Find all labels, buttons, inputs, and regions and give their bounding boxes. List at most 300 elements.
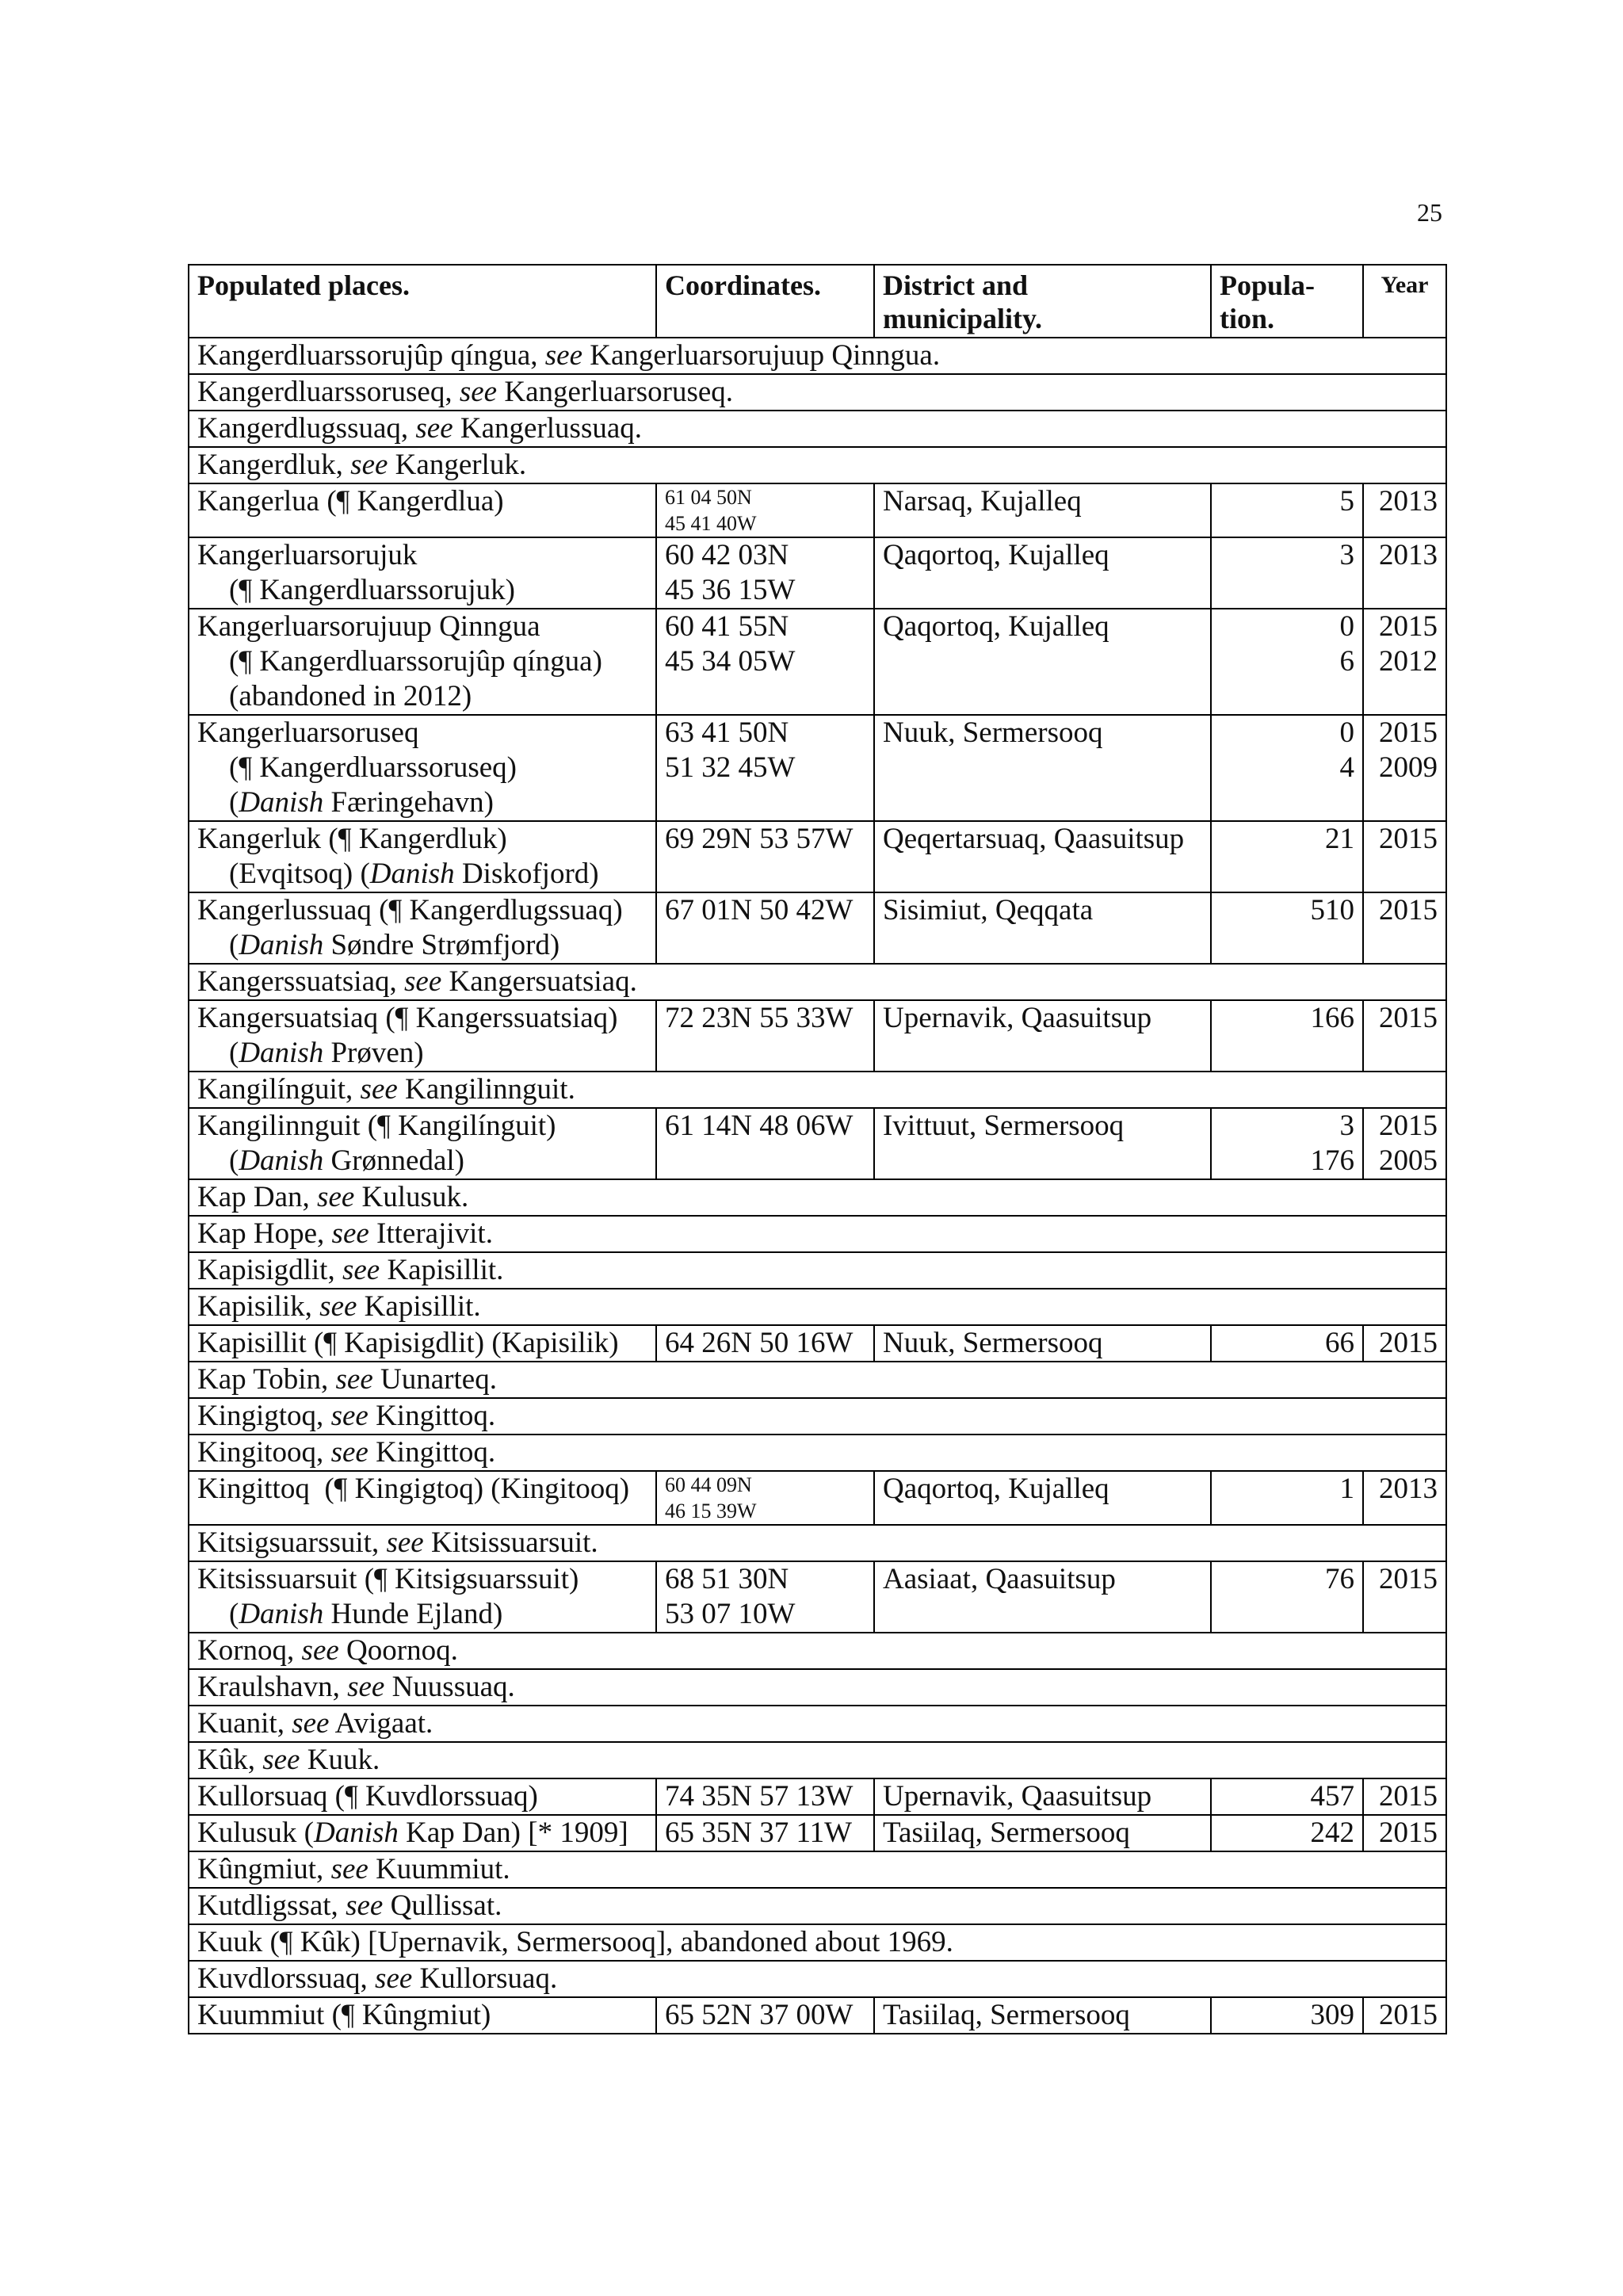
table-row xyxy=(189,821,1446,892)
see-word: see xyxy=(544,339,583,372)
xref-target: Qoornoq. xyxy=(338,1634,458,1667)
xref-name: Kutdligssat, xyxy=(197,1889,346,1922)
note-text: Kuuk (¶ Kûk) [Upernavik, Sermersooq], abandoned about 1969. xyxy=(197,1926,953,1958)
place-cell xyxy=(189,1000,656,1072)
coordinates-cell xyxy=(656,892,874,964)
xref-target: Qullissat. xyxy=(383,1889,502,1922)
header-district-l2: municipality. xyxy=(883,303,1043,334)
xref-name: Kangerdlugssuaq, xyxy=(197,412,416,445)
population-cell xyxy=(1211,483,1363,537)
xref-target: Kulusuk. xyxy=(354,1181,469,1213)
year-value: 2012 xyxy=(1379,645,1438,678)
coordinates-value: 65 35N 37 11W xyxy=(665,1817,853,1849)
district-cell xyxy=(874,1000,1211,1072)
district-cell xyxy=(874,537,1211,609)
population-cell xyxy=(1211,1997,1363,2034)
cross-reference xyxy=(189,411,1446,447)
year-cell xyxy=(1363,1815,1446,1851)
year-cell xyxy=(1363,1000,1446,1072)
cross-reference xyxy=(189,1362,1446,1398)
table-row xyxy=(189,715,1446,821)
place-cell xyxy=(189,1778,656,1815)
population-cell xyxy=(1211,1000,1363,1072)
xref-name: Kûngmiut, xyxy=(197,1853,331,1885)
see-word: see xyxy=(330,1436,369,1469)
xref-target: Kangerluarsorujuup Qinngua. xyxy=(582,339,941,372)
coordinates-cell xyxy=(656,821,874,892)
xref-name: Kingigtoq, xyxy=(197,1400,331,1432)
coord-lon: 51 32 45W xyxy=(665,751,796,784)
see-word: see xyxy=(415,412,453,445)
district-name: Nuuk, Sermersooq xyxy=(883,1327,1103,1359)
danish-name: Hunde Ejland) xyxy=(323,1598,503,1630)
cross-reference xyxy=(189,1252,1446,1289)
place-danish-name: (Danish Prøven) xyxy=(229,1037,424,1069)
header-place-text: Populated places. xyxy=(197,269,411,301)
xref-name: Kornoq, xyxy=(197,1634,302,1667)
xref-name: Kapisigdlit, xyxy=(197,1254,342,1286)
xref-target: Kangilinnguit. xyxy=(397,1073,575,1106)
xref-name: Kingitooq, xyxy=(197,1436,331,1469)
district-name: Qaqortoq, Kujalleq xyxy=(883,539,1109,571)
coordinates-cell xyxy=(656,483,874,537)
table-row xyxy=(189,1815,1446,1851)
place-name: Kangerluarsorujuup Qinngua xyxy=(197,610,540,643)
coordinates-cell xyxy=(656,537,874,609)
place-cell xyxy=(189,892,656,964)
coordinates-cell xyxy=(656,609,874,715)
xref-name: Kangerdluk, xyxy=(197,449,351,481)
xref-target: Nuussuaq. xyxy=(384,1671,515,1703)
place-name: Kullorsuaq (¶ Kuvdlorssuaq) xyxy=(197,1780,538,1813)
xref-name: Kuanit, xyxy=(197,1707,292,1740)
xref-target: Kapisillit. xyxy=(357,1290,481,1323)
coordinates-value: 74 35N 57 13W xyxy=(665,1780,854,1813)
year-cell xyxy=(1363,1778,1446,1815)
population-value: 6 xyxy=(1339,645,1354,678)
district-name: Qeqertarsuaq, Qaasuitsup xyxy=(883,823,1185,855)
district-name: Qaqortoq, Kujalleq xyxy=(883,610,1109,643)
table-row xyxy=(189,537,1446,609)
population-value: 242 xyxy=(1310,1817,1354,1849)
place-cell xyxy=(189,1561,656,1633)
population-value: 5 xyxy=(1339,485,1354,518)
cross-reference xyxy=(189,1435,1446,1471)
xref-target: Uunarteq. xyxy=(372,1363,497,1396)
district-cell xyxy=(874,483,1211,537)
header-pop-l1: Popula- xyxy=(1220,269,1316,301)
population-cell xyxy=(1211,1108,1363,1179)
population-value: 3 xyxy=(1339,539,1354,571)
coord-lat: 60 41 55N xyxy=(665,610,789,643)
header-coords-text: Coordinates. xyxy=(665,269,821,301)
coordinates-cell xyxy=(656,1471,874,1525)
place-name: Kuummiut (¶ Kûngmiut) xyxy=(197,1999,491,2031)
xref-name: Kangerssuatsiaq, xyxy=(197,965,404,998)
population-value: 21 xyxy=(1325,823,1354,855)
coordinates-cell xyxy=(656,1000,874,1072)
table-row xyxy=(189,1252,1446,1289)
population-cell xyxy=(1211,1815,1363,1851)
coordinates-value: 67 01N 50 42W xyxy=(665,894,854,926)
place-cell xyxy=(189,609,656,715)
district-cell xyxy=(874,1561,1211,1633)
cross-reference xyxy=(189,1888,1446,1924)
population-value: 66 xyxy=(1325,1327,1354,1359)
place-danish-name: (Danish Søndre Strømfjord) xyxy=(229,929,560,961)
xref-target: Itterajivit. xyxy=(369,1217,493,1250)
place-cell xyxy=(189,483,656,537)
year-value: 2009 xyxy=(1379,751,1438,784)
alt-name: (Evqitsoq) ( xyxy=(229,858,370,890)
coord-lat: 60 44 09N xyxy=(665,1473,752,1496)
coord-lat: 60 42 03N xyxy=(665,539,789,571)
year-value: 2015 xyxy=(1379,1563,1438,1595)
cross-reference xyxy=(189,374,1446,411)
population-value: 4 xyxy=(1339,751,1354,784)
danish-word: Danish xyxy=(369,858,455,890)
district-cell xyxy=(874,1108,1211,1179)
table-row xyxy=(189,609,1446,715)
place-name: Kangerluarsorujuk xyxy=(197,539,418,571)
district-name: Qaqortoq, Kujalleq xyxy=(883,1473,1109,1505)
population-value: 457 xyxy=(1310,1780,1354,1813)
coordinates-cell xyxy=(656,1325,874,1362)
header-pop-l2: tion. xyxy=(1220,303,1275,334)
table-row xyxy=(189,1706,1446,1742)
district-name: Upernavik, Qaasuitsup xyxy=(883,1002,1152,1034)
place-danish-name: (Danish Hunde Ejland) xyxy=(229,1598,503,1630)
table-row xyxy=(189,1072,1446,1108)
see-word: see xyxy=(375,1962,413,1995)
population-value: 309 xyxy=(1310,1999,1354,2031)
xref-name: Kitsigsuarssuit, xyxy=(197,1526,387,1559)
population-value: 0 xyxy=(1339,610,1354,643)
district-name: Tasiilaq, Sermersooq xyxy=(883,1817,1130,1849)
table-row xyxy=(189,338,1446,374)
cross-reference xyxy=(189,1179,1446,1216)
district-name: Sisimiut, Qeqqata xyxy=(883,894,1094,926)
coord-lon: 45 36 15W xyxy=(665,574,796,606)
coordinates-value: 72 23N 55 33W xyxy=(665,1002,854,1034)
gazetteer-table xyxy=(188,264,1447,2034)
place-alt-name: (¶ Kangerdluarssorujûp qíngua) xyxy=(229,645,602,678)
year-value: 2005 xyxy=(1379,1144,1438,1177)
table-row xyxy=(189,374,1446,411)
year-value: 2015 xyxy=(1379,716,1438,749)
population-cell xyxy=(1211,715,1363,821)
year-value: 2015 xyxy=(1379,1817,1438,1849)
xref-name: Kraulshavn, xyxy=(197,1671,348,1703)
district-cell xyxy=(874,1778,1211,1815)
year-value: 2015 xyxy=(1379,1999,1438,2031)
district-cell xyxy=(874,1815,1211,1851)
danish-name: Søndre Strømfjord) xyxy=(323,929,560,961)
place-cell xyxy=(189,537,656,609)
coordinates-cell xyxy=(656,1997,874,2034)
cross-reference xyxy=(189,1398,1446,1435)
population-cell xyxy=(1211,1471,1363,1525)
xref-name: Kuvdlorssuaq, xyxy=(197,1962,376,1995)
xref-target: Kangerlussuaq. xyxy=(453,412,643,445)
header-year xyxy=(1363,265,1446,338)
year-cell xyxy=(1363,1325,1446,1362)
danish-word: Danish xyxy=(239,1598,324,1630)
coordinates-cell xyxy=(656,1778,874,1815)
xref-target: Avigaat. xyxy=(329,1707,433,1740)
year-cell xyxy=(1363,1471,1446,1525)
cross-reference xyxy=(189,1706,1446,1742)
cross-reference xyxy=(189,1216,1446,1252)
cross-reference xyxy=(189,1633,1446,1669)
population-cell xyxy=(1211,609,1363,715)
xref-target: Kitsissuarsuit. xyxy=(423,1526,598,1559)
see-word: see xyxy=(404,965,442,998)
coordinates-cell xyxy=(656,1561,874,1633)
danish-word: Danish xyxy=(239,929,324,961)
coord-lon: 46 15 39W xyxy=(665,1499,757,1522)
xref-target: Kullorsuaq. xyxy=(412,1962,558,1995)
population-cell xyxy=(1211,821,1363,892)
district-cell xyxy=(874,1471,1211,1525)
danish-word: Danish xyxy=(313,1817,399,1849)
see-word: see xyxy=(319,1290,357,1323)
cross-reference xyxy=(189,1961,1446,1997)
see-word: see xyxy=(350,449,388,481)
coord-lat: 61 04 50N xyxy=(665,486,752,509)
population-cell xyxy=(1211,1561,1363,1633)
year-cell xyxy=(1363,483,1446,537)
table-row xyxy=(189,1561,1446,1633)
table-row xyxy=(189,1216,1446,1252)
xref-name: Kapisilik, xyxy=(197,1290,320,1323)
table-row xyxy=(189,1742,1446,1778)
see-word: see xyxy=(360,1073,398,1106)
table-row xyxy=(189,1669,1446,1706)
district-cell xyxy=(874,715,1211,821)
place-cell xyxy=(189,715,656,821)
coord-lat: 68 51 30N xyxy=(665,1563,789,1595)
table-row xyxy=(189,1961,1446,1997)
danish-word: Danish xyxy=(239,786,324,819)
population-cell xyxy=(1211,1325,1363,1362)
district-name: Upernavik, Qaasuitsup xyxy=(883,1780,1152,1813)
coord-lon: 53 07 10W xyxy=(665,1598,796,1630)
table-row xyxy=(189,1179,1446,1216)
see-word: see xyxy=(301,1634,339,1667)
population-value: 510 xyxy=(1310,894,1354,926)
district-name: Nuuk, Sermersooq xyxy=(883,716,1103,749)
year-cell xyxy=(1363,609,1446,715)
see-word: see xyxy=(262,1744,300,1776)
district-cell xyxy=(874,609,1211,715)
xref-name: Kangilínguit, xyxy=(197,1073,361,1106)
table-row xyxy=(189,1108,1446,1179)
coord-lon: 45 34 05W xyxy=(665,645,796,678)
year-cell xyxy=(1363,892,1446,964)
header-populated-places xyxy=(189,265,656,338)
population-cell xyxy=(1211,892,1363,964)
population-cell xyxy=(1211,537,1363,609)
xref-target: Kingittoq. xyxy=(368,1436,496,1469)
place-name: Kangerluarsoruseq xyxy=(197,716,419,749)
see-word: see xyxy=(386,1526,424,1559)
danish-name: Prøven) xyxy=(323,1037,424,1069)
place-cell xyxy=(189,821,656,892)
cross-reference xyxy=(189,1669,1446,1706)
see-word: see xyxy=(330,1853,369,1885)
danish-name: Diskofjord) xyxy=(454,858,599,890)
cross-reference xyxy=(189,964,1446,1000)
danish-name: Grønnedal) xyxy=(323,1144,464,1177)
coord-lon: 45 41 40W xyxy=(665,512,757,535)
page-number: 25 xyxy=(1417,198,1442,227)
year-value: 2015 xyxy=(1379,610,1438,643)
danish-word: Danish xyxy=(239,1037,324,1069)
table-row xyxy=(189,1289,1446,1325)
table-row xyxy=(189,1471,1446,1525)
see-word: see xyxy=(459,376,498,408)
xref-name: Kap Dan, xyxy=(197,1181,318,1213)
year-value: 2015 xyxy=(1379,1780,1438,1813)
coordinates-value: 69 29N 53 57W xyxy=(665,823,854,855)
year-cell xyxy=(1363,1108,1446,1179)
place-name: Kulusuk ( xyxy=(197,1817,314,1849)
coordinates-value: 65 52N 37 00W xyxy=(665,1999,854,2031)
see-word: see xyxy=(331,1217,369,1250)
cross-reference xyxy=(189,1851,1446,1888)
population-value: 76 xyxy=(1325,1563,1354,1595)
xref-name: Kangerdluarssorujûp qíngua, xyxy=(197,339,545,372)
table-row xyxy=(189,483,1446,537)
header-population xyxy=(1211,265,1363,338)
xref-target: Kingittoq. xyxy=(368,1400,496,1432)
place-alt-name: (¶ Kangerdluarssoruseq) xyxy=(229,751,517,784)
district-name: Narsaq, Kujalleq xyxy=(883,485,1082,518)
xref-target: Kangersuatsiaq. xyxy=(441,965,637,998)
population-value: 0 xyxy=(1339,716,1354,749)
cross-reference xyxy=(189,1072,1446,1108)
see-word: see xyxy=(346,1889,384,1922)
district-name: Tasiilaq, Sermersooq xyxy=(883,1999,1130,2031)
district-cell xyxy=(874,1325,1211,1362)
see-word: see xyxy=(347,1671,385,1703)
place-cell xyxy=(189,1325,656,1362)
place-alt-name xyxy=(197,857,647,892)
year-cell xyxy=(1363,821,1446,892)
table-row xyxy=(189,1435,1446,1471)
place-danish-name: (Danish Grønnedal) xyxy=(229,1144,464,1177)
table-row xyxy=(189,1924,1446,1961)
table-row xyxy=(189,1000,1446,1072)
year-value: 2013 xyxy=(1379,485,1438,518)
table-row xyxy=(189,1325,1446,1362)
xref-target: Kangerluarsoruseq. xyxy=(497,376,734,408)
year-value: 2015 xyxy=(1379,1002,1438,1034)
population-cell xyxy=(1211,1778,1363,1815)
table-row xyxy=(189,964,1446,1000)
header-year-text: Year xyxy=(1381,272,1429,298)
year-value: 2013 xyxy=(1379,1473,1438,1505)
danish-name: Kap Dan) [* 1909] xyxy=(398,1817,628,1849)
year-cell xyxy=(1363,1561,1446,1633)
see-word: see xyxy=(330,1400,369,1432)
coordinates-cell xyxy=(656,715,874,821)
population-value: 3 xyxy=(1339,1110,1354,1142)
year-cell xyxy=(1363,715,1446,821)
cross-reference xyxy=(189,1525,1446,1561)
coordinates-value: 64 26N 50 16W xyxy=(665,1327,854,1359)
xref-name: Kap Tobin, xyxy=(197,1363,336,1396)
cross-reference xyxy=(189,338,1446,374)
district-cell xyxy=(874,821,1211,892)
place-name: Kangerluk (¶ Kangerdluk) xyxy=(197,823,507,855)
table-row xyxy=(189,1997,1446,2034)
district-name: Ivittuut, Sermersooq xyxy=(883,1110,1125,1142)
place-note: (abandoned in 2012) xyxy=(229,680,472,712)
year-cell xyxy=(1363,1997,1446,2034)
year-value: 2013 xyxy=(1379,539,1438,571)
xref-name: Kap Hope, xyxy=(197,1217,332,1250)
coordinates-value: 61 14N 48 06W xyxy=(665,1110,854,1142)
population-value: 176 xyxy=(1310,1144,1354,1177)
table-row xyxy=(189,1851,1446,1888)
place-cell xyxy=(189,1997,656,2034)
xref-name: Kangerdluarssoruseq, xyxy=(197,376,460,408)
place-name: Kapisillit (¶ Kapisigdlit) (Kapisilik) xyxy=(197,1327,619,1359)
district-cell xyxy=(874,1997,1211,2034)
district-name: Aasiaat, Qaasuitsup xyxy=(883,1563,1116,1595)
year-value: 2015 xyxy=(1379,1110,1438,1142)
year-value: 2015 xyxy=(1379,823,1438,855)
place-name: Kangerlua (¶ Kangerdlua) xyxy=(197,485,504,518)
xref-target: Kuuk. xyxy=(300,1744,380,1776)
table-row xyxy=(189,1633,1446,1669)
place-danish-name: (Danish Færingehavn) xyxy=(229,786,495,819)
header-district-l1: District and xyxy=(883,269,1028,301)
xref-target: Kuummiut. xyxy=(368,1853,510,1885)
xref-name: Kûk, xyxy=(197,1744,263,1776)
xref-target: Kangerluk. xyxy=(388,449,527,481)
see-word: see xyxy=(317,1181,355,1213)
cross-reference xyxy=(189,1742,1446,1778)
place-alt-name: (¶ Kangerdluarssorujuk) xyxy=(229,574,515,606)
table-row xyxy=(189,1398,1446,1435)
see-word: see xyxy=(292,1707,330,1740)
population-value: 1 xyxy=(1339,1473,1354,1505)
table-row xyxy=(189,447,1446,483)
coord-lat: 63 41 50N xyxy=(665,716,789,749)
table-row xyxy=(189,1888,1446,1924)
table-row xyxy=(189,892,1446,964)
table-row xyxy=(189,1362,1446,1398)
header-coordinates xyxy=(656,265,874,338)
place-name: Kangerlussuaq (¶ Kangerdlugssuaq) xyxy=(197,894,623,926)
place-cell xyxy=(189,1108,656,1179)
danish-name: Færingehavn) xyxy=(323,786,495,819)
place-cell xyxy=(189,1471,656,1525)
year-value: 2015 xyxy=(1379,1327,1438,1359)
place-name: Kingittoq (¶ Kingigtoq) (Kingitooq) xyxy=(197,1473,630,1505)
xref-target: Kapisillit. xyxy=(380,1254,504,1286)
place-cell xyxy=(189,1815,656,1851)
coordinates-cell xyxy=(656,1108,874,1179)
place-name: Kangilinnguit (¶ Kangilínguit) xyxy=(197,1110,556,1142)
place-name: Kangersuatsiaq (¶ Kangerssuatsiaq) xyxy=(197,1002,618,1034)
see-word: see xyxy=(342,1254,380,1286)
cross-reference xyxy=(189,1289,1446,1325)
note-row xyxy=(189,1924,1446,1961)
